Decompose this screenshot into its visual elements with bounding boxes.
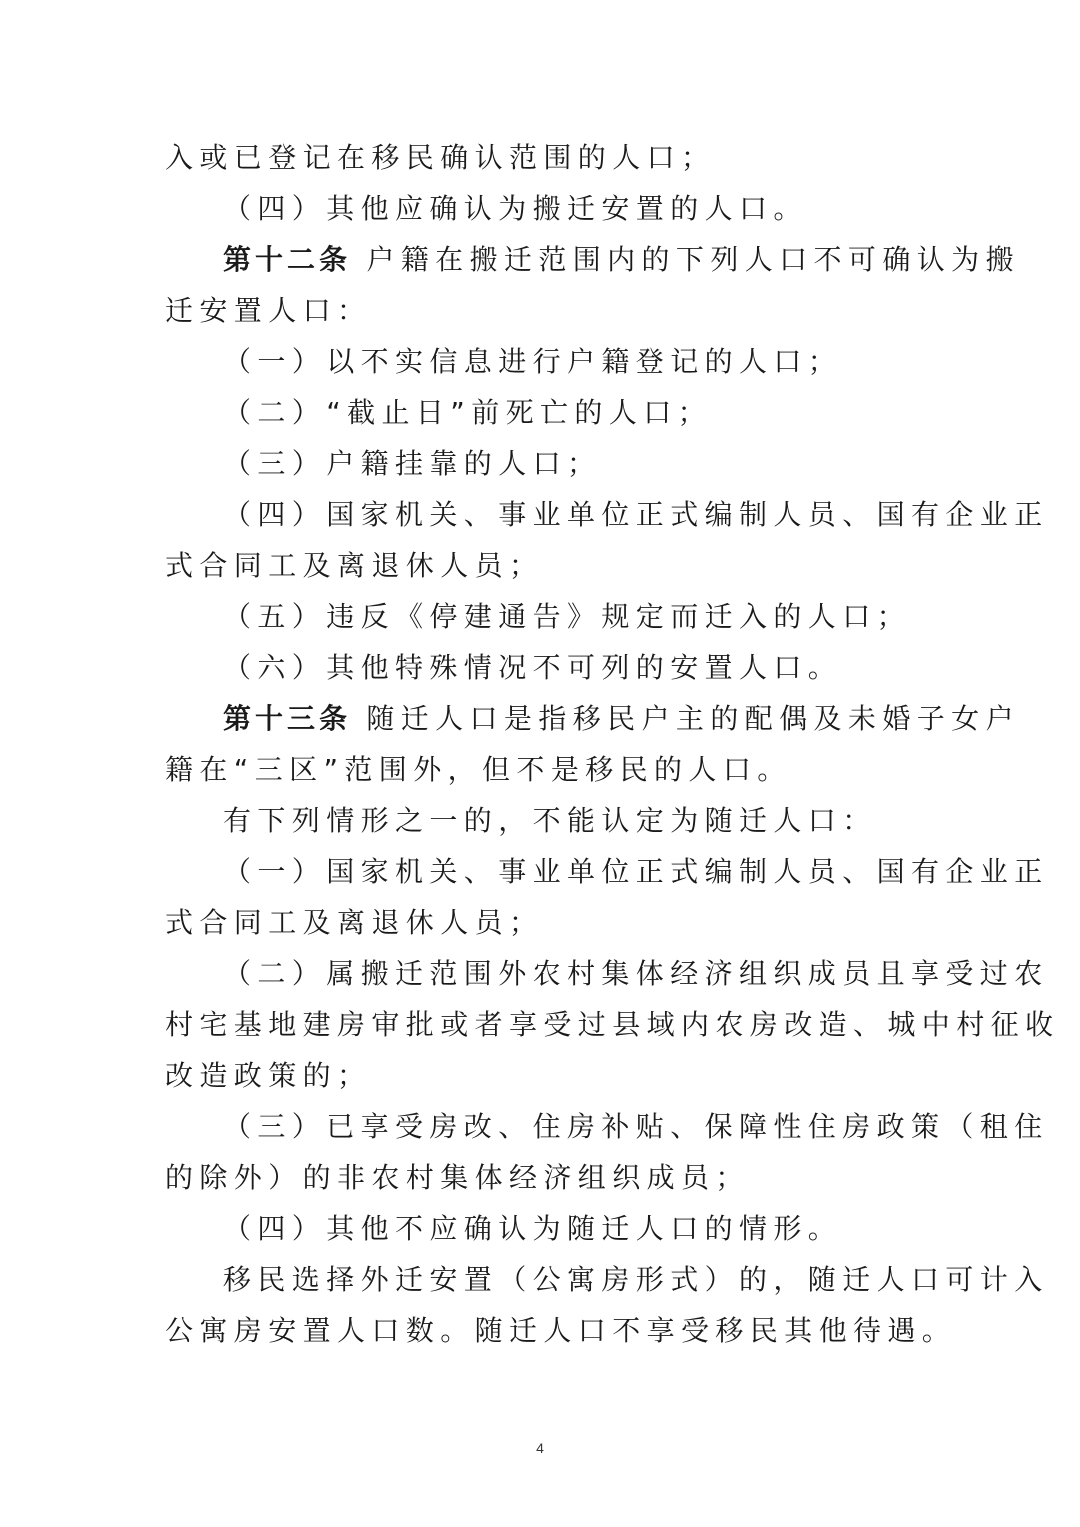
text-line: （四）其他不应确认为随迁人口的情形。 [223,1212,843,1245]
page-number: 4 [536,1440,544,1456]
text-line [165,234,1020,285]
article-heading: 第十二条 [223,243,352,276]
text-line: （四）国家机关、事业单位正式编制人员、国有企业正 [223,498,1049,531]
body-text [165,132,1060,1356]
text-line: 改造政策的； [165,1059,372,1092]
text-line: 的除外）的非农村集体经济组织成员； [165,1161,750,1194]
text-line: （一）以不实信息进行户籍登记的人口； [223,345,843,378]
text-line: （二）属搬迁范围外农村集体经济组织成员且享受过农 [223,957,1049,990]
text-line: 有下列情形之一的，不能认定为随迁人口： [223,804,877,837]
article-text: 随迁人口是指移民户主的配偶及未婚子女户 [351,702,1020,735]
text-line: （三）户籍挂靠的人口； [223,447,602,480]
text-line: （三）已享受房改、住房补贴、保障性住房政策（租住 [223,1110,1049,1143]
text-line: （四）其他应确认为搬迁安置的人口。 [223,192,808,225]
text-line: （一）国家机关、事业单位正式编制人员、国有企业正 [223,855,1049,888]
article-heading: 第十三条 [223,702,352,735]
text-line: （六）其他特殊情况不可列的安置人口。 [223,651,843,684]
text-line: 移民选择外迁安置（公寓房形式）的，随迁人口可计入 [223,1263,1049,1296]
text-line: （二）“截止日”前死亡的人口； [223,396,713,429]
text-line: 迁安置人口： [165,294,372,327]
text-line [165,693,1020,744]
text-line: 式合同工及离退休人员； [165,906,544,939]
text-line: 籍在“三区”范围外，但不是移民的人口。 [165,753,792,786]
text-line: （五）违反《停建通告》规定而迁入的人口； [223,600,912,633]
text-line: 公寓房安置人口数。随迁人口不享受移民其他待遇。 [165,1314,957,1347]
article-text: 户籍在搬迁范围内的下列人口不可确认为搬 [351,243,1020,276]
text-line: 村宅基地建房审批或者享受过县域内农房改造、城中村征收 [165,1008,1060,1041]
text-line: 式合同工及离退休人员； [165,549,544,582]
text-line: 入或已登记在移民确认范围的人口； [165,141,716,174]
